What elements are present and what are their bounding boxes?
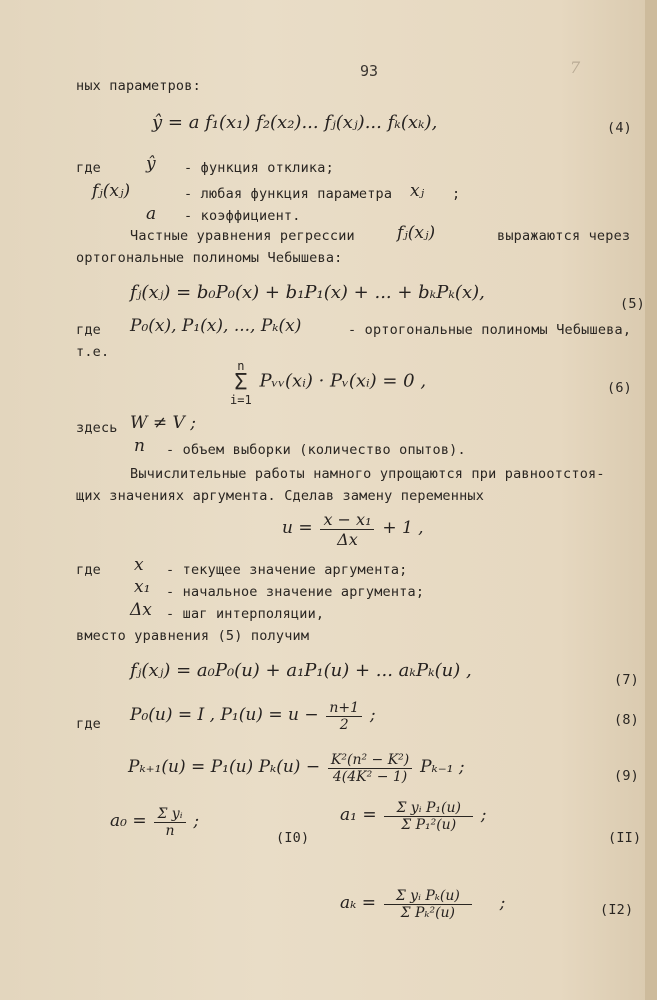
fraction-denominator: 4(4K² − 1) <box>332 769 408 785</box>
formula-8 <box>130 700 376 733</box>
sum-upper: n <box>237 359 245 373</box>
fraction-numerator: x − x₁ <box>320 510 374 530</box>
formula-semicolon: ; <box>193 811 200 831</box>
fraction-numerator: K²(n² − K²) <box>328 752 412 769</box>
formula-polys: P₀(x), P₁(x), ..., Pₖ(x) <box>130 316 302 336</box>
fraction-denominator: Σ Pₖ²(u) <box>400 905 456 921</box>
text-line: т.е. <box>76 344 110 360</box>
formula-4: ŷ = a f₁(x₁) f₂(x₂)... fⱼ(xⱼ)... fₖ(xₖ), <box>152 112 438 133</box>
text-line: щих значениях аргумента. Сделав замену переменных <box>76 488 485 504</box>
equation-number-10: (I0) <box>276 830 310 846</box>
formula-6-body: Pᵥᵥ(xᵢ) · Pᵥ(xᵢ) = 0 , <box>259 370 427 392</box>
formula-12 <box>340 888 505 921</box>
fraction-numerator: Σ yᵢ <box>154 806 185 823</box>
fraction-denominator: Σ P₁²(u) <box>401 817 457 833</box>
formula-5: fⱼ(xⱼ) = b₀P₀(x) + b₁P₁(x) + ... + bₖPₖ(x), <box>130 282 485 303</box>
equation-number-7: (7) <box>614 672 639 688</box>
text-f-description: - любая функция параметра <box>184 186 393 202</box>
text-where: где <box>76 716 101 732</box>
formula-9 <box>128 752 465 785</box>
text-a-description: - коэффициент. <box>184 208 301 224</box>
text-x-description: - текущее значение аргумента; <box>166 562 408 578</box>
formula-dx: Δx <box>130 600 152 620</box>
text-here: здесь <box>76 420 118 436</box>
sum-symbol: n Σ i=1 <box>230 359 252 407</box>
text-line: Частные уравнения регрессии <box>130 228 355 244</box>
sum-lower: i=1 <box>230 393 252 407</box>
fraction-numerator: Σ yᵢ P₁(u) <box>384 800 473 817</box>
fraction-numerator: Σ yᵢ Pₖ(u) <box>384 888 472 905</box>
fraction-ak <box>384 888 472 921</box>
fraction-numerator: n+1 <box>326 700 362 717</box>
equation-number-4: (4) <box>607 120 632 136</box>
formula-8-body: P₀(u) = I , P₁(u) = u − <box>130 705 319 725</box>
formula-u-lhs: u = <box>282 518 313 538</box>
equation-number-12: (I2) <box>600 902 634 918</box>
formula-6 <box>230 360 426 406</box>
page-edge <box>645 0 657 1000</box>
text-where: где <box>76 322 101 338</box>
equation-number-6: (6) <box>607 380 632 396</box>
formula-11 <box>340 800 487 833</box>
formula-8-end: ; <box>369 705 376 725</box>
fraction-a1 <box>384 800 473 833</box>
fraction-denominator: Δx <box>337 530 358 549</box>
formula-7: fⱼ(xⱼ) = a₀P₀(u) + a₁P₁(u) + ... aₖPₖ(u) , <box>130 660 472 681</box>
text-line: ортогональные полиномы Чебышева: <box>76 250 343 266</box>
formula-a1-lhs: a₁ = <box>340 805 377 825</box>
fraction-denominator: n <box>165 823 175 839</box>
fraction-9 <box>328 752 412 785</box>
text-poly-description: - ортогональные полиномы Чебышева, <box>348 322 632 338</box>
text-x1-description: - начальное значение аргумента; <box>166 584 425 600</box>
pencil-mark: 7 <box>570 58 581 77</box>
formula-u <box>282 510 424 549</box>
formula-9-end: Pₖ₋₁ ; <box>420 757 465 777</box>
fraction-u <box>320 510 374 549</box>
formula-a0-lhs: a₀ = <box>110 811 147 831</box>
formula-10 <box>110 806 199 839</box>
text-y-description: - функция отклика; <box>184 160 334 176</box>
equation-number-8: (8) <box>614 712 639 728</box>
equation-number-11: (II) <box>608 830 642 846</box>
formula-semicolon: ; <box>480 805 487 825</box>
fraction-8 <box>326 700 362 733</box>
text-where: где <box>76 562 101 578</box>
formula-y-hat: ŷ <box>146 154 156 174</box>
page-number: 93 <box>360 62 379 80</box>
fraction-denominator: 2 <box>339 717 349 733</box>
formula-xj: xⱼ <box>410 181 425 201</box>
text-line: вместо уравнения (5) получим <box>76 628 310 644</box>
text-line: Вычислительные работы намного упрощаются при равноотстоя- <box>130 466 605 482</box>
formula-fj-xj: fⱼ(xⱼ) <box>92 181 131 201</box>
formula-x: x <box>134 555 144 575</box>
formula-w-ne-v: W ≠ V ; <box>130 413 196 433</box>
formula-u-rhs: + 1 , <box>382 518 424 538</box>
formula-ak-lhs: aₖ = <box>340 893 376 913</box>
text-semicolon: ; <box>452 186 461 202</box>
equation-number-5: (5) <box>620 296 645 312</box>
formula-fj-xj-2: fⱼ(xⱼ) <box>397 223 436 243</box>
text-dx-description: - шаг интерполяции, <box>166 606 325 622</box>
text-where: где <box>76 160 101 176</box>
formula-9-body: Pₖ₊₁(u) = P₁(u) Pₖ(u) − <box>128 757 321 777</box>
formula-x1: x₁ <box>134 577 151 597</box>
text-line: выражаются через <box>497 228 631 244</box>
formula-a: a <box>146 204 157 224</box>
text-n-description: - объем выборки (количество опытов). <box>166 442 466 458</box>
equation-number-9: (9) <box>614 768 639 784</box>
fraction-a0 <box>154 806 185 839</box>
text-line: ных параметров: <box>76 78 201 94</box>
formula-n: n <box>134 436 145 456</box>
formula-semicolon: ; <box>499 893 506 913</box>
